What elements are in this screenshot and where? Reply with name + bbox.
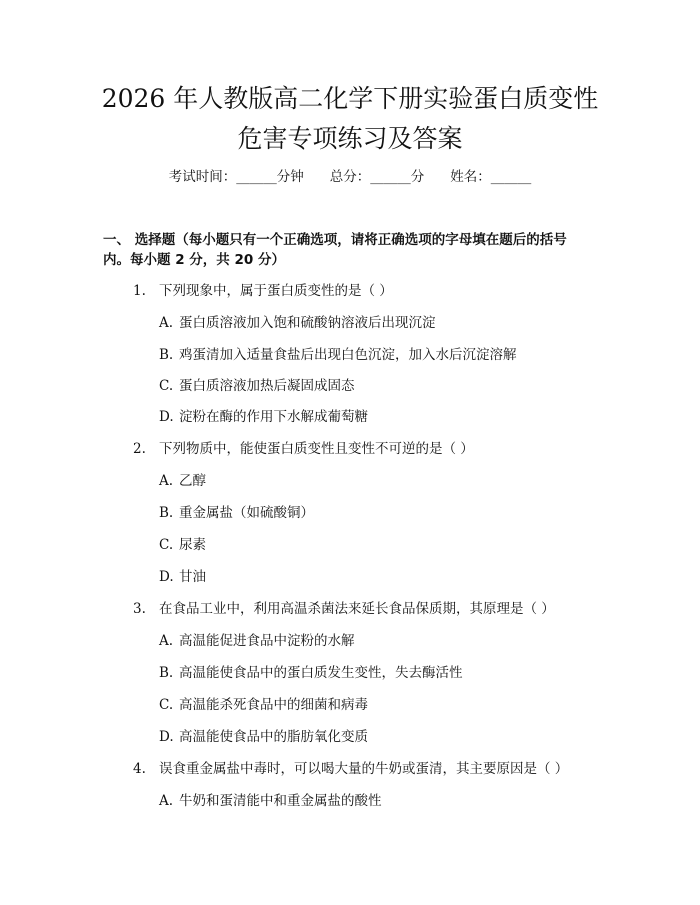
option-1a (159, 313, 436, 333)
option-letter: D. (159, 729, 174, 745)
section-heading-line-2: 内。每小题 2 分，共 20 分） (103, 252, 285, 268)
question-2 (133, 439, 474, 459)
option-text: 高温能使食品中的脂肪氧化变质 (179, 729, 368, 745)
option-3d (159, 727, 368, 747)
option-letter: A. (159, 633, 174, 649)
question-number: 2. (133, 441, 146, 457)
option-text: 尿素 (179, 537, 206, 553)
option-text: 鸡蛋清加入适量食盐后出现白色沉淀，加入水后沉淀溶解 (179, 347, 517, 363)
question-number: 3. (133, 601, 146, 617)
question-text: 下列现象中，属于蛋白质变性的是（ ） (159, 283, 393, 299)
option-letter: D. (159, 569, 174, 585)
option-letter: C. (159, 697, 174, 713)
option-letter: A. (159, 473, 174, 489)
question-1 (133, 281, 393, 301)
option-3b (159, 663, 463, 683)
option-letter: D. (159, 409, 174, 425)
question-text: 误食重金属盐中毒时，可以喝大量的牛奶或蛋清，其主要原因是（ ） (159, 761, 569, 777)
option-1c (159, 376, 355, 396)
question-3 (133, 599, 555, 619)
question-text: 在食品工业中，利用高温杀菌法来延长食品保质期，其原理是（ ） (159, 601, 555, 617)
option-3c (159, 695, 368, 715)
option-2d (159, 567, 206, 587)
option-2c (159, 535, 206, 555)
exam-meta (0, 167, 700, 187)
question-4 (133, 759, 568, 779)
option-text: 牛奶和蛋清能中和重金属盐的酸性 (179, 793, 382, 809)
exam-name: 姓名：______ (450, 169, 532, 185)
option-text: 高温能使食品中的蛋白质发生变性，失去酶活性 (179, 665, 463, 681)
option-letter: A. (159, 793, 174, 809)
option-letter: C. (159, 537, 174, 553)
option-letter: B. (159, 347, 174, 363)
option-letter: A. (159, 315, 174, 331)
page-title-line-2: 危害专项练习及答案 (237, 124, 463, 153)
option-text: 蛋白质溶液加热后凝固成固态 (179, 378, 355, 394)
question-number: 4. (133, 761, 146, 777)
option-text: 淀粉在酶的作用下水解成葡萄糖 (179, 409, 368, 425)
question-text: 下列物质中，能使蛋白质变性且变性不可逆的是（ ） (159, 441, 474, 457)
option-letter: B. (159, 505, 174, 521)
exam-time: 考试时间：______分钟 (168, 169, 304, 185)
option-2a (159, 471, 206, 491)
option-3a (159, 631, 355, 651)
option-text: 高温能杀死食品中的细菌和病毒 (179, 697, 368, 713)
option-text: 重金属盐（如硫酸铜） (179, 505, 314, 521)
option-1d (159, 407, 368, 427)
option-text: 甘油 (179, 569, 206, 585)
option-1b (159, 345, 517, 365)
question-number: 1. (133, 283, 146, 299)
option-text: 乙醇 (179, 473, 206, 489)
section-heading-line-1: 一、 选择题（每小题只有一个正确选项，请将正确选项的字母填在题后的括号 (103, 232, 567, 248)
option-2b (159, 503, 314, 523)
option-4a (159, 791, 382, 811)
option-text: 高温能促进食品中淀粉的水解 (179, 633, 355, 649)
option-letter: B. (159, 665, 174, 681)
exam-score: 总分：______分 (329, 169, 425, 185)
page-title-line-1: 2026 年人教版高二化学下册实验蛋白质变性 (101, 84, 599, 113)
option-text: 蛋白质溶液加入饱和硫酸钠溶液后出现沉淀 (179, 315, 436, 331)
option-letter: C. (159, 378, 174, 394)
